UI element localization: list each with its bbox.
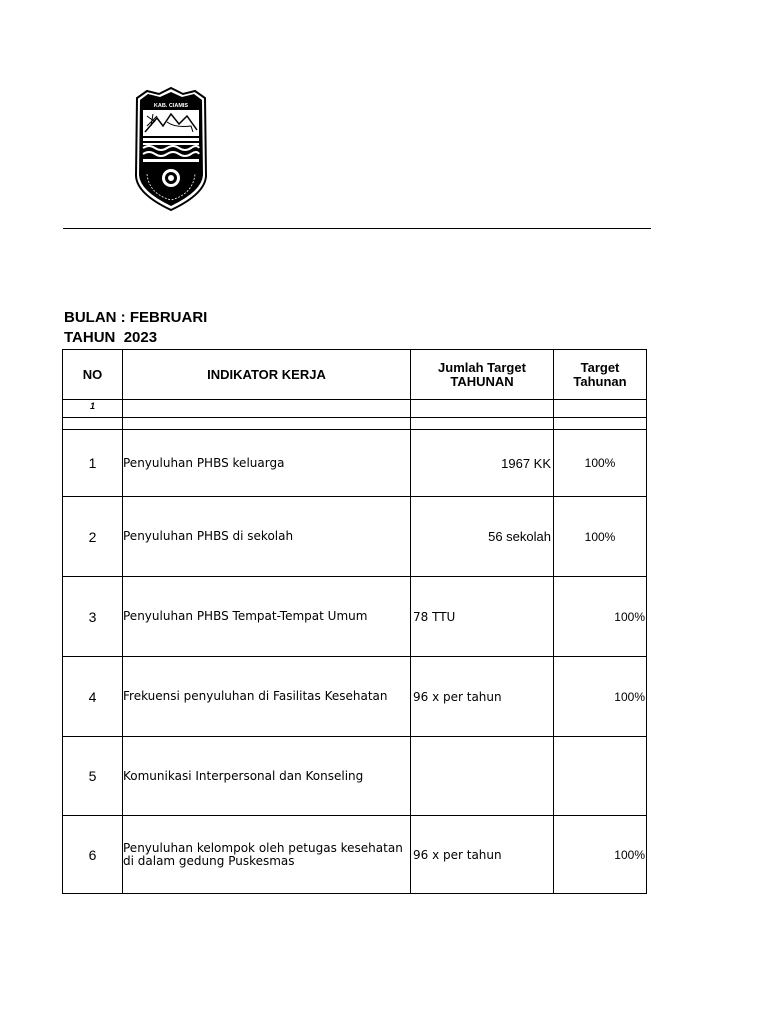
row-jumlah-target: 96 x per tahun xyxy=(411,816,554,894)
header-divider xyxy=(63,228,651,229)
table-row xyxy=(63,657,647,737)
table-header-row xyxy=(63,350,647,400)
row-number: 6 xyxy=(63,816,123,894)
header-indikator: INDIKATOR KERJA xyxy=(123,350,411,400)
row-target xyxy=(554,737,647,816)
column-index-number: 1 xyxy=(63,400,123,418)
row-indikator: Penyuluhan kelompok oleh petugas kesehatan di dalam gedung Puskesmas xyxy=(123,816,411,894)
row-number: 1 xyxy=(63,430,123,497)
row-number: 4 xyxy=(63,657,123,737)
table-row xyxy=(63,816,647,894)
row-number: 2 xyxy=(63,497,123,577)
row-target: 100% xyxy=(554,657,647,737)
period-month: BULAN : FEBRUARI xyxy=(64,309,208,326)
row-jumlah-target xyxy=(411,737,554,816)
table-row xyxy=(63,577,647,657)
row-indikator: Penyuluhan PHBS di sekolah xyxy=(123,497,411,577)
table-row xyxy=(63,430,647,497)
row-target: 100% xyxy=(554,430,647,497)
row-target: 100% xyxy=(554,497,647,577)
row-number: 3 xyxy=(63,577,123,657)
row-target: 100% xyxy=(554,816,647,894)
row-indikator: Penyuluhan PHBS keluarga xyxy=(123,430,411,497)
table-spacer-row xyxy=(63,418,647,430)
row-number: 5 xyxy=(63,737,123,816)
row-jumlah-target: 1967 KK xyxy=(411,430,554,497)
table-row xyxy=(63,737,647,816)
header-jumlah-target: Jumlah Target TAHUNAN xyxy=(411,350,554,400)
row-indikator: Penyuluhan PHBS Tempat-Tempat Umum xyxy=(123,577,411,657)
table-row xyxy=(63,497,647,577)
header-target-tahunan: Target Tahunan xyxy=(554,350,647,400)
row-target: 100% xyxy=(554,577,647,657)
table-index-row xyxy=(63,400,647,418)
kab-ciamis-emblem-icon xyxy=(133,86,209,212)
row-jumlah-target: 78 TTU xyxy=(411,577,554,657)
period-year: TAHUN 2023 xyxy=(64,329,158,346)
row-indikator: Frekuensi penyuluhan di Fasilitas Kesehatan xyxy=(123,657,411,737)
row-jumlah-target: 96 x per tahun xyxy=(411,657,554,737)
svg-text:KAB. CIAMIS: KAB. CIAMIS xyxy=(153,103,189,109)
row-jumlah-target: 56 sekolah xyxy=(411,497,554,577)
header-no: NO xyxy=(63,350,123,400)
indicator-table xyxy=(62,349,647,894)
row-indikator: Komunikasi Interpersonal dan Konseling xyxy=(123,737,411,816)
